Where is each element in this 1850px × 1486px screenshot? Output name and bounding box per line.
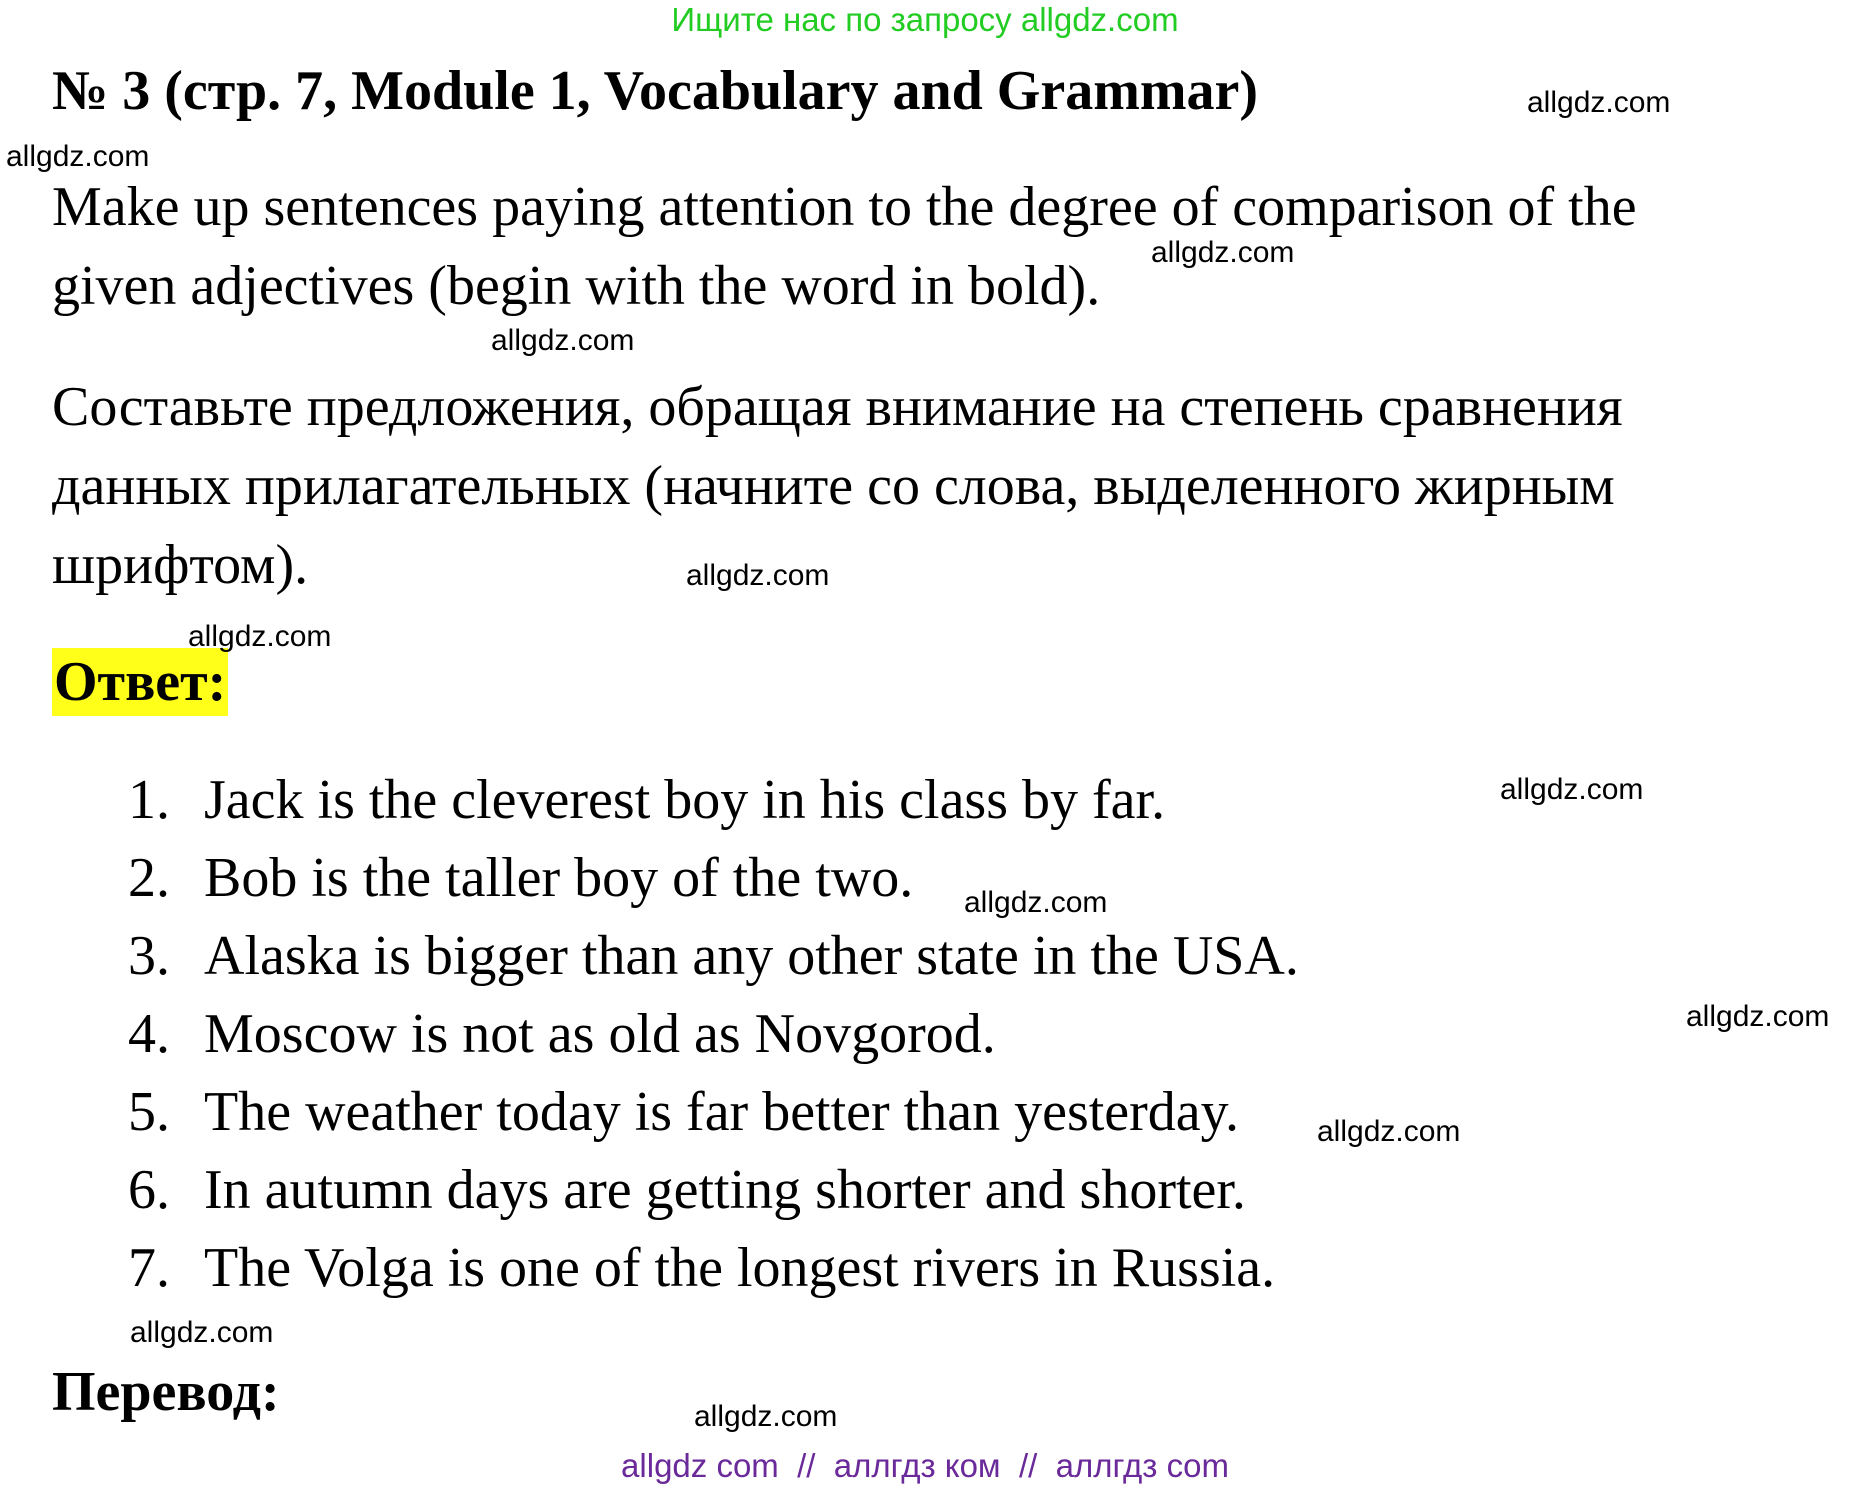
item-text: Jack is the cleverest boy in his class by far. xyxy=(204,769,1166,831)
list-item xyxy=(128,839,1299,917)
item-number: 1. xyxy=(128,769,170,831)
watermark-text: allgdz.com xyxy=(1527,86,1671,119)
item-text: Bob is the taller boy of the two. xyxy=(204,847,914,909)
list-item xyxy=(128,1151,1299,1229)
instruction-russian: Составьте предложения, обращая внимание на степень сравнения данных прилагательных (начните со слова, выделенного жирным шрифтом). xyxy=(52,376,1623,596)
watermark-text: allgdz.com xyxy=(6,140,150,173)
answer-heading: Ответ: xyxy=(52,648,228,716)
list-item xyxy=(128,995,1299,1073)
list-item xyxy=(128,761,1299,839)
item-number: 7. xyxy=(128,1237,170,1299)
list-item xyxy=(128,1229,1299,1307)
watermark-text: allgdz.com xyxy=(1317,1115,1461,1148)
item-text: The Volga is one of the longest rivers in Russia. xyxy=(204,1237,1276,1299)
item-number: 2. xyxy=(128,847,170,909)
watermark-text: allgdz.com xyxy=(130,1316,274,1349)
translation-heading: Перевод: xyxy=(52,1361,280,1423)
item-number: 5. xyxy=(128,1081,170,1143)
watermark-text: allgdz.com xyxy=(694,1400,838,1433)
watermark-text: allgdz.com xyxy=(188,620,332,653)
watermark-text: allgdz.com xyxy=(1500,773,1644,806)
list-item xyxy=(128,1073,1299,1151)
item-number: 4. xyxy=(128,1003,170,1065)
item-text: Alaska is bigger than any other state in the USA. xyxy=(204,925,1299,987)
watermark-text: allgdz.com xyxy=(686,559,830,592)
watermark-text: allgdz.com xyxy=(1151,236,1295,269)
exercise-title: № 3 (стр. 7, Module 1, Vocabulary and Grammar) xyxy=(52,60,1259,122)
item-text: The weather today is far better than yesterday. xyxy=(204,1081,1240,1143)
item-number: 6. xyxy=(128,1159,170,1221)
item-number: 3. xyxy=(128,925,170,987)
watermark-text: allgdz.com xyxy=(491,324,635,357)
watermark-text: allgdz.com xyxy=(1686,1000,1830,1033)
watermark-text: allgdz.com xyxy=(964,886,1108,919)
list-item xyxy=(128,917,1299,995)
bottom-banner: allgdz com // аллгдз ком // аллгдз com xyxy=(621,1447,1229,1484)
answer-list xyxy=(128,761,1299,1307)
instruction-english: Make up sentences paying attention to the degree of comparison of the given adjectives (begin with the word in bold). xyxy=(52,176,1637,317)
item-text: In autumn days are getting shorter and shorter. xyxy=(204,1159,1246,1221)
item-text: Moscow is not as old as Novgorod. xyxy=(204,1003,996,1065)
top-banner: Ищите нас по запросу allgdz.com xyxy=(671,1,1179,38)
